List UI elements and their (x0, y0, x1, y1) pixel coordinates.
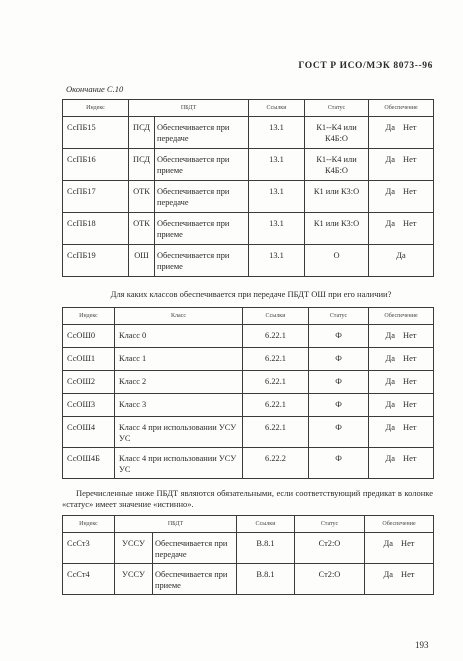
cell-support: Да Нет (365, 533, 434, 564)
header-support: Обеспечение (365, 516, 434, 533)
cell-ref: 13.1 (249, 117, 305, 149)
cell-ref: 6.22.1 (243, 325, 309, 348)
cell-status: Ф (309, 417, 369, 448)
table-row (63, 371, 434, 394)
header-pbdt: ПБДТ (115, 516, 237, 533)
cell-status: К1--К4 или К4Б:О (305, 149, 369, 181)
cell-index: СсОШ4 (63, 417, 115, 448)
cell-code: ПСД (129, 117, 155, 149)
standard-header: ГОСТ Р ИСО/МЭК 8073--96 (298, 61, 433, 71)
header-status: Статус (309, 308, 369, 325)
cell-ref: 6.22.1 (243, 417, 309, 448)
header-index: Индекс (63, 100, 129, 117)
cell-support: Да Нет (369, 117, 434, 149)
cell-support: Да Нет (369, 417, 434, 448)
cell-status: К1 или К3:О (305, 213, 369, 245)
table-row (63, 325, 434, 348)
table-row (63, 348, 434, 371)
cell-ref: В.8.1 (237, 533, 295, 564)
header-pbdt: ПБДТ (129, 100, 249, 117)
table-row (63, 448, 434, 479)
cell-desc: Обеспечивается при передаче (155, 117, 249, 149)
cell-desc: Обеспечивается при приеме (155, 149, 249, 181)
cell-desc: Обеспечивается при приеме (155, 245, 249, 277)
mandatory-paragraph: Перечисленные ниже ПБДТ являются обязательными, если соответствующий предикат в колонке «статус» имеет значение «истинно». (62, 488, 433, 509)
cell-code: ОТК (129, 213, 155, 245)
cell-ref: 6.22.1 (243, 371, 309, 394)
table-row (63, 149, 434, 181)
cell-index: СсПБ17 (63, 181, 129, 213)
cell-desc: Обеспечивается при приеме (153, 564, 237, 595)
cell-status: Ф (309, 348, 369, 371)
cell-ref: 6.22.1 (243, 394, 309, 417)
cell-code: ПСД (129, 149, 155, 181)
table-row (63, 417, 434, 448)
cell-support: Да (369, 245, 434, 277)
pbdt-table-1 (62, 99, 434, 277)
cell-status: Ф (309, 394, 369, 417)
cell-index: СсСт3 (63, 533, 115, 564)
table-header-row (63, 308, 434, 325)
table-header-row (63, 516, 434, 533)
cell-code: УССУ (115, 533, 153, 564)
cell-support: Да Нет (369, 394, 434, 417)
cell-desc: Обеспечивается при передаче (153, 533, 237, 564)
cell-class: Класс 3 (115, 394, 243, 417)
header-index: Индекс (63, 308, 115, 325)
table-row (63, 245, 434, 277)
header-support: Обеспечение (369, 100, 434, 117)
continuation-label: Окончание С.10 (66, 84, 124, 94)
header-status: Статус (295, 516, 365, 533)
cell-status: К1 или К3:О (305, 181, 369, 213)
cell-index: СсОШ0 (63, 325, 115, 348)
header-class: Класс (115, 308, 243, 325)
cell-support: Да Нет (369, 348, 434, 371)
cell-index: СсПБ16 (63, 149, 129, 181)
table-row (63, 394, 434, 417)
table-row (63, 117, 434, 149)
question-text: Для каких классов обеспечивается при передаче ПБДТ ОШ при его наличии? (110, 289, 392, 299)
cell-class: Класс 4 при использовании УСУ УС (115, 417, 243, 448)
header-refs: Ссылки (249, 100, 305, 117)
table-header-row (63, 100, 434, 117)
pbdt-table-2 (62, 515, 434, 595)
cell-index: СсПБ19 (63, 245, 129, 277)
header-refs: Ссылки (243, 308, 309, 325)
cell-ref: 13.1 (249, 181, 305, 213)
cell-support: Да Нет (369, 448, 434, 479)
cell-status: Ст2:О (295, 533, 365, 564)
cell-index: СсОШ4Б (63, 448, 115, 479)
header-support: Обеспечение (369, 308, 434, 325)
header-refs: Ссылки (237, 516, 295, 533)
cell-class: Класс 1 (115, 348, 243, 371)
cell-support: Да Нет (369, 149, 434, 181)
cell-index: СсПБ18 (63, 213, 129, 245)
cell-support: Да Нет (369, 325, 434, 348)
cell-status: Ст2:О (295, 564, 365, 595)
cell-status: Ф (309, 371, 369, 394)
cell-support: Да Нет (369, 371, 434, 394)
header-status: Статус (305, 100, 369, 117)
cell-status: Ф (309, 325, 369, 348)
table-row (63, 181, 434, 213)
cell-desc: Обеспечивается при передаче (155, 181, 249, 213)
cell-status: О (305, 245, 369, 277)
cell-support: Да Нет (369, 181, 434, 213)
error-class-table (62, 307, 434, 479)
cell-ref: В.8.1 (237, 564, 295, 595)
header-index: Индекс (63, 516, 115, 533)
cell-index: СсПБ15 (63, 117, 129, 149)
table-row (63, 213, 434, 245)
cell-code: УССУ (115, 564, 153, 595)
cell-class: Класс 2 (115, 371, 243, 394)
cell-index: СсОШ2 (63, 371, 115, 394)
cell-ref: 13.1 (249, 245, 305, 277)
cell-ref: 13.1 (249, 149, 305, 181)
page-number: 193 (415, 640, 429, 650)
cell-ref: 13.1 (249, 213, 305, 245)
cell-class: Класс 4 при использовании УСУ УС (115, 448, 243, 479)
table-row (63, 533, 434, 564)
cell-index: СсСт4 (63, 564, 115, 595)
cell-support: Да Нет (365, 564, 434, 595)
cell-ref: 6.22.2 (243, 448, 309, 479)
cell-index: СсОШ3 (63, 394, 115, 417)
cell-status: Ф (309, 448, 369, 479)
cell-status: К1--К4 или К4Б:О (305, 117, 369, 149)
cell-index: СсОШ1 (63, 348, 115, 371)
cell-class: Класс 0 (115, 325, 243, 348)
cell-code: ОШ (129, 245, 155, 277)
cell-code: ОТК (129, 181, 155, 213)
cell-ref: 6.22.1 (243, 348, 309, 371)
cell-desc: Обеспечивается при приеме (155, 213, 249, 245)
cell-support: Да Нет (369, 213, 434, 245)
table-row (63, 564, 434, 595)
